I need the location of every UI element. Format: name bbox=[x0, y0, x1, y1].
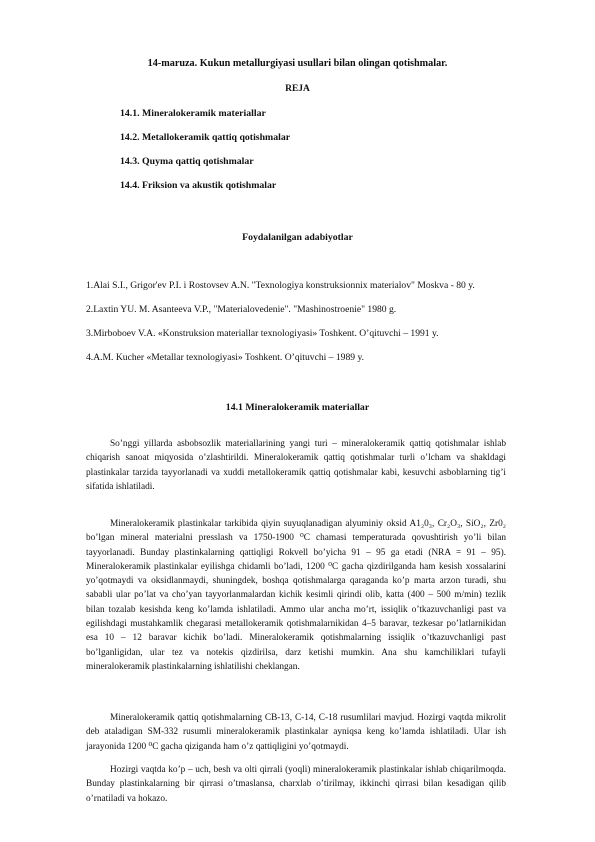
section-heading: 14.1 Mineralokeramik materiallar bbox=[225, 402, 370, 413]
reference-item: 1.Alai S.I., Grigor'ev P.I. i Rostovsev A.N. "Texnologiya konstruksionnix materialov" Moskva - 80 y. bbox=[86, 280, 475, 291]
body-paragraph: Mineralokeramik plastinkalar tarkibida qiyin suyuqlanadigan alyuminiy oksid A1₂0₃, Cr₂O₃, SiO₂, Zr0₂ bo’lgan mineral materialni presslash va 1750-1900 ⁰C chamasi temperaturada qovushtirish yo’li bilan tayyorlanadi. Bunday plastinkalarning qattiqligi Rokvell bo’yicha 91 – 95 ga etadi (NRA = 91 – 95). Mineralokeramik plastinkalar eyilishga chidamli bo’ladi, 1200 ⁰C gacha qizdirilganda ham kesish xossalarini yo’qotmaydi va oksidlanmaydi, shuningdek, boshqa qotishmalarga qaraganda ko’p marta arzon turadi, shu sababli ular po’lat va cho’yan tayyorlanmalardan kichik kesimli qirindi olib, katta (400 – 500 m/min) tezlik bilan tozalab kesishda keng ko’lamda ishlatiladi. Ammo ular ancha mo’rt, issiqlik o’tkazuvchanligi past va egilishdagi mustahkamlik chegarasi metallokeramik qotishmalarnikidan 4–5 baravar, tezkesar po’latlarnikidan esa 10 – 12 baravar kichik bo’ladi. Mineralokeramik qotishmalarning issiqlik o’tkazuvchanligi past bo’lganligidan, ular tez va notekis qizdirilsa, darz ketishi mumkin. Ana shu kamchiliklari tufayli mineralokeramik plastinkalarning ishlatilishi cheklangan. bbox=[86, 519, 506, 672]
reference-item: 2.Laxtin YU. M. Asanteeva V.P., "Materialovedenie". "Mashinostroenie" 1980 g. bbox=[86, 304, 397, 315]
lecture-title: 14-maruza. Kukun metallurgiyasi usullari bilan olingan qotishmalar. bbox=[147, 58, 448, 69]
plan-heading: REJA bbox=[285, 84, 310, 94]
references-heading: Foydalanilgan adabiyotlar bbox=[242, 232, 353, 243]
plan-item: 14.3. Quyma qattiq qotishmalar bbox=[120, 156, 254, 167]
plan-item: 14.4. Friksion va akustik qotishmalar bbox=[120, 180, 277, 191]
plan-item: 14.2. Metallokeramik qattiq qotishmalar bbox=[120, 132, 291, 143]
reference-item: 4.A.M. Kucher «Metallar texnologiyasi» Toshkent. O’qituvchi – 1989 y. bbox=[86, 352, 365, 363]
body-paragraph: So’nggi yillarda asbobsozlik materiallarining yangi turi – mineralokeramik qattiq qotishmalar ishlab chiqarish sanoat miqyosida o’zlashtirildi. Mineralokeramik qattiq qotishmalar turli o’lcham va shakldagi plastinkalar tarzida tayyorlanadi va xuddi metallokeramik qattiq qotishmalar kabi, kesuvchi asboblarning tig’i sifatida ishlatiladi. bbox=[86, 439, 506, 492]
reference-item: 3.Mirboboev V.A. «Konstruksion materiallar texnologiyasi» Toshkent. O’qituvchi – 1991 y. bbox=[86, 328, 439, 339]
plan-item: 14.1. Mineralokeramik materiallar bbox=[120, 108, 266, 119]
body-paragraph: Hozirgi vaqtda ko’p – uch, besh va olti qirrali (yoqli) mineralokeramik plastinkalar ishlab chiqarilmoqda. Bunday plastinkalarning bir qirrasi o’tmaslansa, charxlab o’tirilmay, ikkinchi qirrasi bilan kesadigan qilib o’rnatiladi va hokazo. bbox=[86, 765, 506, 804]
body-paragraph: Mineralokeramik qattiq qotishmalarning CB-13, C-14, C-18 rusumlilari mavjud. Hozirgi vaqtda mikrolit deb ataladigan SM-332 rusumli mineralokeramik plastinkalar ayniqsa keng ko’lamda ishlatiladi. Ular ish jarayonida 1200 ⁰C gacha qiziganda ham o’z qattiqligini yo’qotmaydi. bbox=[86, 713, 506, 752]
